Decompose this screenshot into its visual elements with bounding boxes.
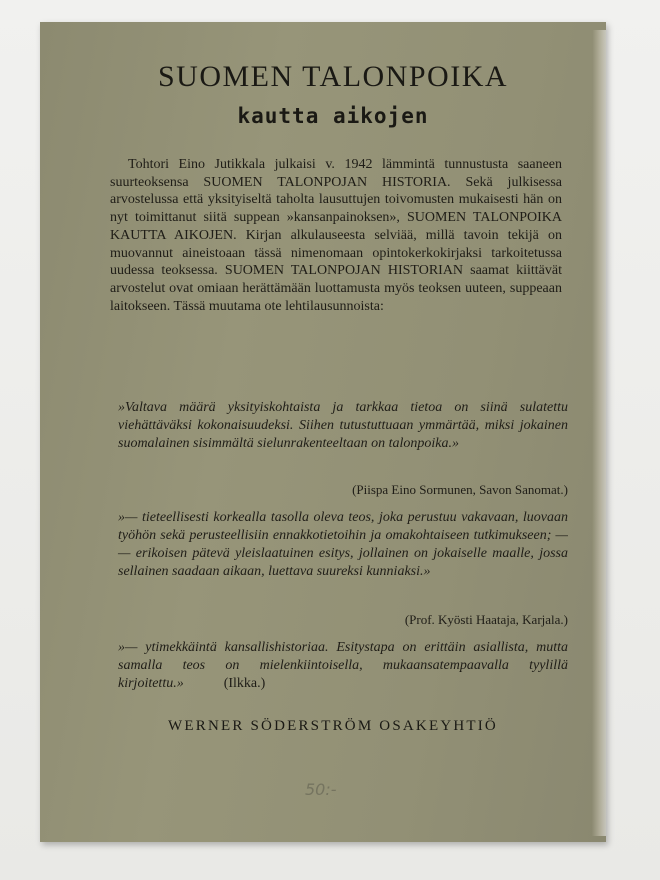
review-source-1: (Piispa Eino Sormunen, Savon Sanomat.) <box>352 482 568 497</box>
review-quote-3-text: »— ytimekkäintä kansallishistoriaa. Esitystapa on erittäin asiallista, mutta samalla teos on mielenkiintoisella, mukaansatempaavalla tyylillä kirjoitettu.» <box>118 640 568 691</box>
book-subtitle: kautta aikojen <box>237 104 429 128</box>
review-quote-2: »— tieteellisesti korkealla tasolla oleva teos, joka perustuu vakavaan, luovaan työhön sekä perusteellisiin ennakkotietoihin ja omakohtaiseen tutkimukseen; — — erikoisen pätevä yleislaatuinen esitys, jollainen on jokaiselle maalle, jossa sellainen saadaan aikaan, luettava suureksi kunniaksi.» <box>118 510 568 579</box>
review-source-3: (Ilkka.) <box>223 676 266 691</box>
review-quote-3 <box>118 639 568 693</box>
book-title: SUOMEN TALONPOIKA <box>157 60 509 93</box>
review-source-2: (Prof. Kyösti Haataja, Karjala.) <box>404 612 568 627</box>
pencil-price-note <box>303 775 347 803</box>
intro-paragraph: Tohtori Eino Jutikkala julkaisi v. 1942 lämmintä tunnustusta saaneen suurteoksensa SUOMEN TALONPOJAN HISTORIA. Sekä julkisessa arvostelussa että yksityiseltä taholta lausuttujen toivomusten mukaisesti hän on nyt toimittanut siitä suppean »kansanpainoksen», SUOMEN TALONPOIKA KAUTTA AIKOJEN. Kirjan alkulauseesta selviää, millä tavoin tekijä on muovannut aineistoaan tässä nimenomaan opintokerkokirjaksi tarkoitetussa uudessa teoksessa. SUOMEN TALONPOJAN HISTORIAN saamat kiittävät arvostelut ovat omiaan herättämään luottamusta myös teoksen uuteen, suppeaan laitokseen. Tässä muutama ote lehtilausunnoista: <box>110 157 562 314</box>
review-quote-1: »Valtava määrä yksityiskohtaista ja tarkkaa tietoa on siinä sulatettu viehättäväksi kokonaisuudeksi. Siihen tutustuttuaan ymmärtää, miksi jokainen suomalainen sisimmältä sielunrakenteeltaan on talonpoika.» <box>118 400 568 451</box>
pencil-price-text: 50:- <box>305 780 337 799</box>
publisher-name: WERNER SÖDERSTRÖM OSAKEYHTIÖ <box>168 718 498 734</box>
cover-edge-wear <box>592 30 606 836</box>
